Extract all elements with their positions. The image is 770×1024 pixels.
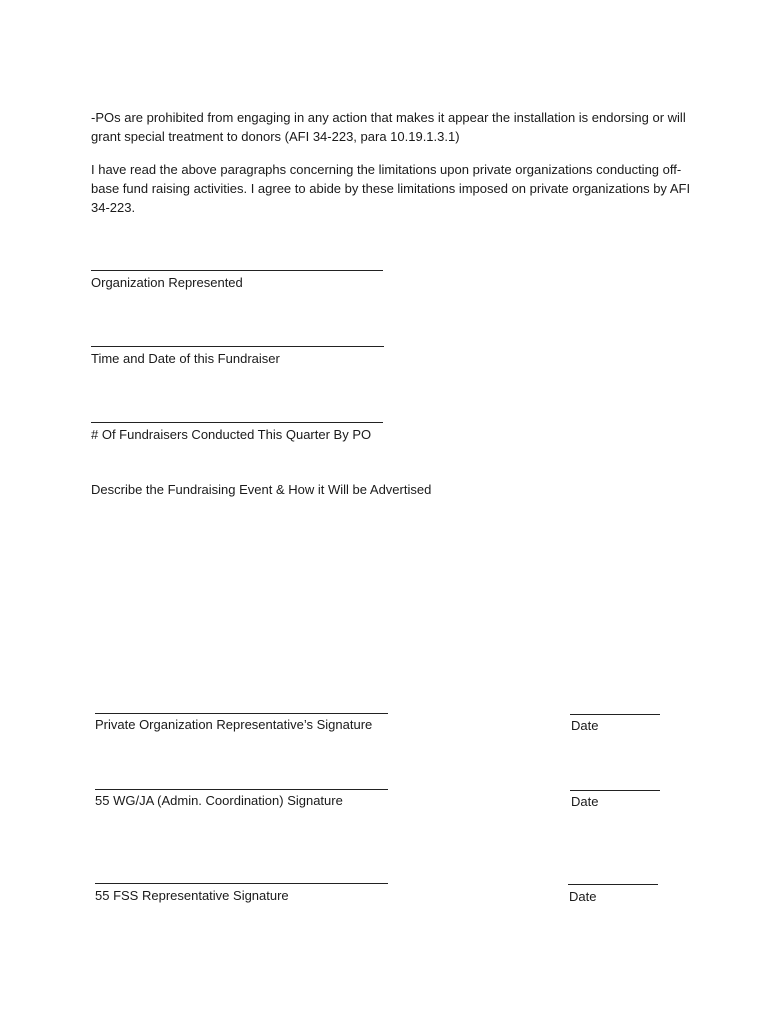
fss-rep-signature-input[interactable] — [95, 864, 392, 882]
fss-rep-signature-line — [95, 883, 388, 884]
organization-input[interactable] — [91, 252, 387, 270]
fundraiser-count-input[interactable] — [91, 404, 387, 422]
acknowledgement-paragraph: I have read the above paragraphs concerning the limitations upon private organizations conducting off-base fund raising activities. I agree to abide by these limitations imposed on private organizations by AFI 34-223. — [91, 162, 691, 215]
po-rep-date-input[interactable] — [570, 696, 664, 714]
wg-ja-date-input[interactable] — [570, 772, 664, 790]
wg-ja-date-line — [570, 790, 660, 791]
fundraiser-count-line — [91, 422, 383, 423]
po-rep-date-label: Date — [571, 718, 599, 733]
fundraiser-count-label: # Of Fundraisers Conducted This Quarter By PO — [91, 427, 372, 442]
event-description-input[interactable] — [91, 504, 695, 684]
fss-rep-date-input[interactable] — [568, 866, 662, 884]
po-rep-signature-label: Private Organization Representative’s Signature — [95, 717, 373, 732]
prohibition-paragraph: -POs are prohibited from engaging in any action that makes it appear the installation is endorsing or will grant special treatment to donors (AFI 34-223, para 10.19.1.3.1) — [91, 110, 686, 144]
organization-label: Organization Represented — [91, 275, 243, 290]
wg-ja-date-label: Date — [571, 794, 599, 809]
wg-ja-signature-label: 55 WG/JA (Admin. Coordination) Signature — [95, 793, 343, 808]
fss-rep-date-line — [568, 884, 658, 885]
po-rep-signature-input[interactable] — [95, 694, 392, 712]
fss-rep-signature-label: 55 FSS Representative Signature — [95, 888, 289, 903]
fss-rep-date-label: Date — [569, 889, 597, 904]
wg-ja-signature-input[interactable] — [95, 770, 392, 788]
po-rep-date-line — [570, 714, 660, 715]
po-rep-signature-line — [95, 713, 388, 714]
event-description-label: Describe the Fundraising Event & How it Will be Advertised — [91, 482, 432, 497]
wg-ja-signature-line — [95, 789, 388, 790]
organization-signature-line — [91, 270, 383, 271]
time-date-label: Time and Date of this Fundraiser — [91, 351, 280, 366]
time-date-input[interactable] — [91, 328, 388, 346]
time-date-line — [91, 346, 384, 347]
